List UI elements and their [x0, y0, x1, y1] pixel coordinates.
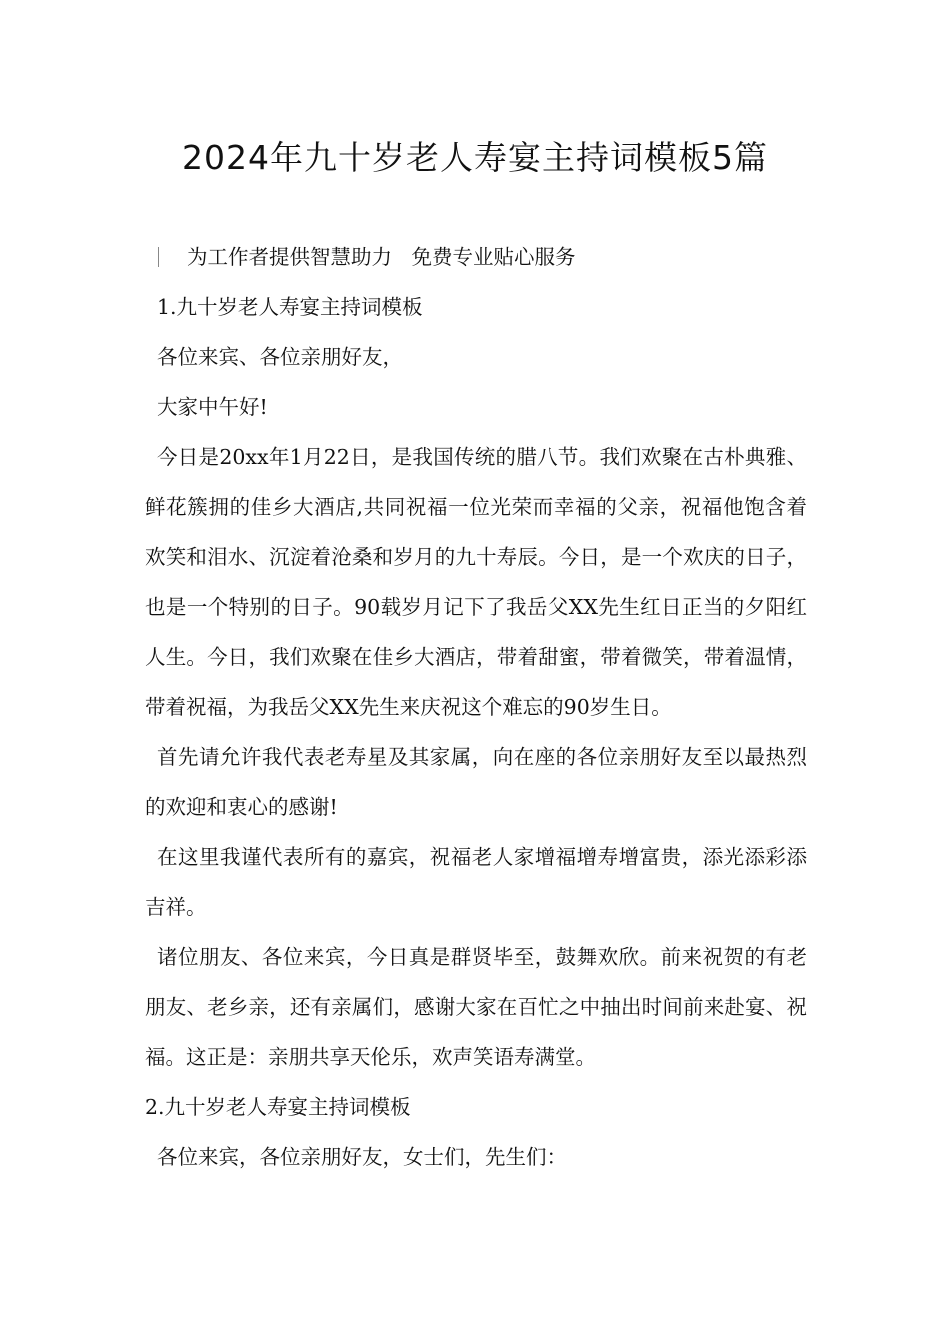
- paragraph: 在这里我谨代表所有的嘉宾，祝福老人家增福增寿增富贵，添光添彩添吉祥。: [145, 845, 807, 919]
- slogan-divider: [158, 247, 159, 267]
- section-heading-1: 1.九十岁老人寿宴主持词模板: [157, 295, 423, 319]
- paragraph: 各位来宾、各位亲朋好友，: [157, 345, 403, 369]
- paragraph: 今日是20xx年1月22日，是我国传统的腊八节。我们欢聚在古朴典雅、鲜花簇拥的佳乡大酒店,共同祝福一位光荣而幸福的父亲，祝福他饱含着欢笑和泪水、沉淀着沧桑和岁月的九十寿辰。今日，是一个欢庆的日子，也是一个特别的日子。90载岁月记下了我岳父XX先生红日正当的夕阳红人生。今日，我们欢聚在佳乡大酒店，带着甜蜜，带着微笑，带着温情，带着祝福，为我岳父XX先生来庆祝这个难忘的90岁生日。: [145, 445, 807, 719]
- paragraph: 各位来宾，各位亲朋好友，女士们，先生们：: [157, 1145, 567, 1169]
- slogan-line: [145, 232, 807, 282]
- paragraph: 首先请允许我代表老寿星及其家属，向在座的各位亲朋好友至以最热烈的欢迎和衷心的感谢!: [145, 745, 807, 819]
- paragraph: 大家中午好!: [157, 395, 268, 419]
- paragraph: 诸位朋友、各位来宾，今日真是群贤毕至，鼓舞欢欣。前来祝贺的有老朋友、老乡亲，还有亲属们，感谢大家在百忙之中抽出时间前来赴宴、祝福。这正是：亲朋共享天伦乐，欢声笑语寿满堂。: [145, 945, 807, 1069]
- document-title: 2024年九十岁老人寿宴主持词模板5篇: [182, 138, 768, 177]
- section-heading-2: 2.九十岁老人寿宴主持词模板: [145, 1095, 411, 1119]
- document-body: [145, 232, 807, 1182]
- slogan-text: 为工作者提供智慧助力 免费专业贴心服务: [187, 245, 576, 269]
